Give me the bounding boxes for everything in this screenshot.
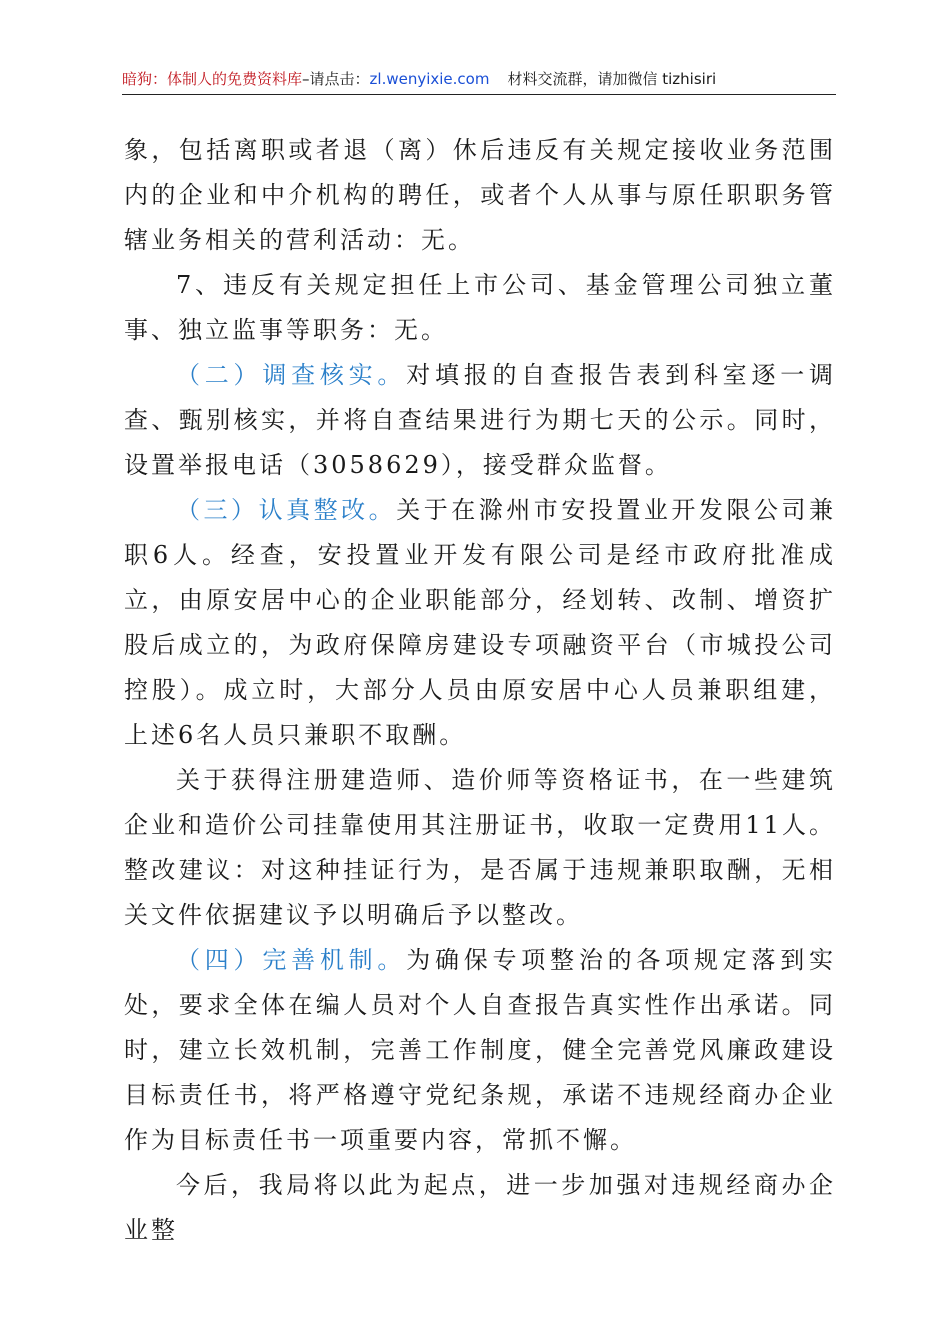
- paragraph-text: 7、违反有关规定担任上市公司、基金管理公司独立董事、独立监事等职务：无。: [124, 271, 836, 344]
- paragraph: [124, 758, 836, 938]
- paragraph: [124, 938, 836, 1163]
- paragraph-text: 关于获得注册建造师、造价师等资格证书，在一些建筑企业和造价公司挂靠使用其注册证书，收取一定费用11人。整改建议：对这种挂证行为，是否属于违规兼职取酬，无相关文件依据建议予以明确后予以整改。: [124, 766, 836, 929]
- paragraph-text: 象，包括离职或者退（离）休后违反有关规定接收业务范围内的企业和中介机构的聘任，或者个人从事与原任职职务管辖业务相关的营利活动：无。: [124, 136, 836, 254]
- paragraph-heading: （四）完善机制。: [176, 946, 407, 974]
- paragraph-text: 对填报的自查报告表到科室逐一调查、甄别核实，并将自查结果进行为期七天的公示。同时，设置举报电话（3058629），接受群众监督。: [124, 361, 837, 479]
- paragraph: [124, 488, 836, 758]
- paragraph: [124, 128, 836, 263]
- paragraph: [124, 353, 836, 488]
- header-library-title: 暗狗：体制人的免费资料库: [122, 70, 303, 88]
- header-click-prompt: –请点击：: [302, 70, 370, 88]
- header-wechat-note: 材料交流群，请加微信 tizhisiri: [507, 70, 717, 88]
- paragraph-heading: （三）认真整改。: [176, 496, 397, 524]
- header-url-link[interactable]: zl.wenyixie.com: [369, 70, 490, 88]
- paragraph-text: 为确保专项整治的各项规定落到实处，要求全体在编人员对个人自查报告真实性作出承诺。同时，建立长效机制，完善工作制度，健全完善党风廉政建设目标责任书，将严格遵守党纪条规，承诺不违规经商办企业作为目标责任书一项重要内容，常抓不懈。: [124, 946, 837, 1154]
- paragraph: [124, 1163, 836, 1253]
- header-divider: [122, 94, 836, 95]
- document-body: [124, 128, 836, 1253]
- paragraph-text: 关于在滁州市安投置业开发限公司兼职6人。经查，安投置业开发有限公司是经市政府批准成立，由原安居中心的企业职能部分，经划转、改制、增资扩股后成立的，为政府保障房建设专项融资平台（市城投公司控股）。成立时，大部分人员由原安居中心人员兼职组建，上述6名人员只兼职不取酬。: [124, 496, 837, 749]
- page-header: [122, 68, 836, 90]
- paragraph: [124, 263, 836, 353]
- paragraph-text: 今后，我局将以此为起点，进一步加强对违规经商办企业整: [124, 1171, 836, 1244]
- paragraph-heading: （二）调查核实。: [176, 361, 407, 389]
